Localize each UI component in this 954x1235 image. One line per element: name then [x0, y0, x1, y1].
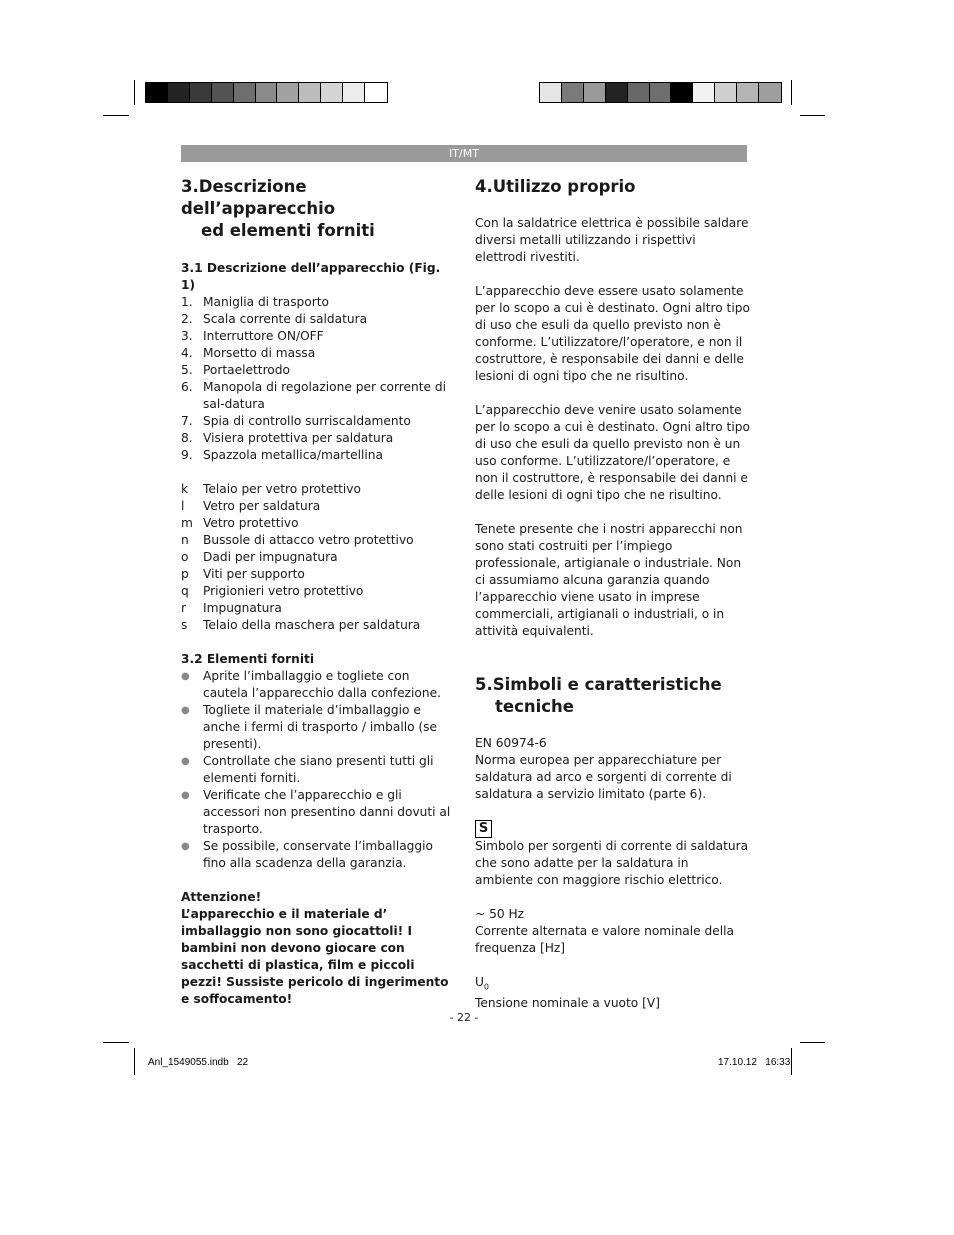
paragraph: Tenete presente che i nostri apparecchi non sono stati costruiti per l’impiego professionale, artigianale o industriale. Non ci assumiamo alcuna garanzia quando l’apparecchio viene usato in imprese commerciali, artigianali o industriali, o in attività equivalenti.	[475, 522, 743, 638]
bullet-item	[181, 787, 453, 838]
section-4-title: 4.Utilizzo proprio	[475, 177, 636, 196]
list-item-number: n	[181, 533, 189, 547]
list-item-number: 6.	[181, 380, 193, 394]
list-item	[181, 600, 453, 617]
print-date: 17.10.12 16:33	[718, 1057, 791, 1068]
list-item	[181, 430, 453, 447]
list-item-text: Scala corrente di saldatura	[203, 312, 368, 326]
color-swatch	[146, 83, 168, 102]
color-calibration-bar-right	[539, 82, 782, 103]
list-item	[181, 294, 453, 311]
list-item	[181, 549, 453, 566]
list-item-number: p	[181, 567, 189, 581]
list-item	[181, 328, 453, 345]
bullet-icon: ●	[181, 841, 190, 852]
right-column	[475, 176, 750, 1012]
language-header: IT/MT	[181, 145, 747, 162]
color-swatch	[234, 83, 256, 102]
bullet-text: Aprite l’imballaggio e togliete con cautela l’apparecchio dalla confezione.	[203, 669, 441, 700]
bullet-item	[181, 753, 453, 787]
list-item-number: 5.	[181, 363, 193, 377]
list-item	[181, 617, 453, 634]
list-item-number: m	[181, 516, 193, 530]
crop-mark	[134, 1048, 135, 1075]
list-item	[181, 413, 453, 430]
list-item-text: Visiera protettiva per saldatura	[203, 431, 394, 445]
bullet-item	[181, 668, 453, 702]
bullet-icon: ●	[181, 756, 190, 767]
list-item-text: Vetro protettivo	[203, 516, 299, 530]
list-item	[181, 566, 453, 583]
list-item-number: r	[181, 601, 187, 615]
list-item-number: 4.	[181, 346, 193, 360]
list-item-text: Interruttore ON/OFF	[203, 329, 324, 343]
list-item-text: Impugnatura	[203, 601, 282, 615]
crop-mark	[103, 115, 129, 116]
crop-mark	[800, 115, 825, 116]
norm-code: EN 60974-6	[475, 736, 547, 750]
color-swatch	[759, 83, 781, 102]
color-swatch	[190, 83, 212, 102]
color-swatch	[299, 83, 321, 102]
frequency-symbol: ~ 50 Hz	[475, 907, 525, 921]
s-symbol-icon: S	[475, 820, 492, 838]
voltage-description: Tensione nominale a vuoto [V]	[475, 996, 660, 1011]
list-item-number: 8.	[181, 431, 193, 445]
list-item	[181, 481, 453, 498]
voltage-symbol: $U_0$	[475, 975, 490, 992]
list-item-number: o	[181, 550, 189, 564]
crop-mark	[791, 1048, 792, 1075]
list-item-text: Manopola di regolazione per corrente di sal-datura	[203, 380, 447, 411]
color-swatch	[365, 83, 387, 102]
bullet-text: Controllate che siano presenti tutti gli elementi forniti.	[203, 754, 434, 785]
list-item-text: Viti per supporto	[203, 567, 305, 581]
color-swatch	[540, 83, 562, 102]
warning-text: L’apparecchio e il materiale d’ imballaggio non sono giocattoli! I bambini non devono giocare con sacchetti di plastica, film e piccoli pezzi! Sussiste pericolo di ingerimento e soffocamento!	[181, 907, 449, 1006]
section-3-title: 3.Descrizione dell’apparecchio ed elementi forniti	[181, 177, 375, 240]
list-item-text: Prigionieri vetro protettivo	[203, 584, 364, 598]
list-item-text: Dadi per impugnatura	[203, 550, 338, 564]
norm-description: Norma europea per apparecchiature per saldatura ad arco e sorgenti di corrente di saldatura a servizio limitato (parte 6).	[475, 753, 732, 801]
color-swatch	[212, 83, 234, 102]
crop-mark	[103, 1042, 129, 1043]
list-item-number: q	[181, 584, 189, 598]
list-item-number: 3.	[181, 329, 193, 343]
list-item	[181, 447, 453, 464]
section-4-body	[475, 215, 750, 640]
list-item-number: 2.	[181, 312, 193, 326]
bullet-text: Se possibile, conservate l’imballaggio fino alla scadenza della garanzia.	[203, 839, 433, 870]
bullet-text: Togliete il materiale d’imballaggio e anche i fermi di trasporto / imballo (se presenti).	[203, 703, 438, 751]
bullet-item	[181, 702, 453, 753]
paragraph: L’apparecchio deve venire usato solamente per lo scopo a cui è destinato. Ogni altro tipo di uso che esuli da quello previsto non è un uso conforme. L’utilizzatore/l’operatore, e non il costruttore, è responsabile dei danni e delle lesioni di ogni tipo che ne risultino.	[475, 403, 750, 502]
list-item-text: Telaio della maschera per saldatura	[203, 618, 421, 632]
list-item-text: Spia di controllo surriscaldamento	[203, 414, 411, 428]
list-item-number: 1.	[181, 295, 193, 309]
list-item-text: Telaio per vetro protettivo	[203, 482, 361, 496]
subsection-3-2-heading: 3.2 Elementi forniti	[181, 652, 315, 666]
list-item-text: Morsetto di massa	[203, 346, 316, 360]
list-item	[181, 362, 453, 379]
paragraph: L’apparecchio deve essere usato solamente per lo scopo a cui è destinato. Ogni altro tipo di uso che esuli da quello previsto non è conforme. L’utilizzatore/l’operatore, e non il costruttore, è responsabile dei danni e delle lesioni di ogni tipo che ne risultino.	[475, 284, 750, 383]
bullet-icon: ●	[181, 705, 190, 716]
supplied-items-list	[181, 668, 453, 872]
list-item-text: Vetro per saldatura	[203, 499, 321, 513]
list-item-number: k	[181, 482, 189, 496]
color-swatch	[650, 83, 672, 102]
list-item-number: s	[181, 618, 188, 632]
bullet-icon: ●	[181, 671, 190, 682]
subsection-3-1-heading: 3.1 Descrizione dell’apparecchio (Fig. 1)	[181, 261, 441, 292]
color-swatch	[671, 83, 693, 102]
crop-mark	[791, 80, 792, 105]
color-swatch	[606, 83, 628, 102]
frequency-description: Corrente alternata e valore nominale della frequenza [Hz]	[475, 924, 734, 955]
list-item-text: Maniglia di trasporto	[203, 295, 329, 309]
list-item	[181, 532, 453, 549]
warning-title: Attenzione!	[181, 890, 262, 904]
list-item	[181, 379, 453, 413]
crop-mark	[134, 80, 135, 105]
color-calibration-bar-left	[145, 82, 388, 103]
color-swatch	[321, 83, 343, 102]
component-list-letters	[181, 481, 453, 634]
list-item	[181, 498, 453, 515]
list-item	[181, 311, 453, 328]
color-swatch	[715, 83, 737, 102]
bullet-text: Verificate che l’apparecchio e gli accessori non presentino danni dovuti al trasporto.	[203, 788, 451, 836]
color-swatch	[737, 83, 759, 102]
list-item-text: Portaelettrodo	[203, 363, 290, 377]
color-swatch	[562, 83, 584, 102]
color-swatch	[277, 83, 299, 102]
list-item-number: l	[181, 499, 185, 513]
list-item-number: 7.	[181, 414, 193, 428]
left-column	[181, 176, 453, 1008]
color-swatch	[693, 83, 715, 102]
color-swatch	[584, 83, 606, 102]
color-swatch	[256, 83, 278, 102]
bullet-item	[181, 838, 453, 872]
file-name: Anl_1549055.indb 22	[148, 1057, 249, 1068]
bullet-icon: ●	[181, 790, 190, 801]
color-swatch	[343, 83, 365, 102]
list-item	[181, 345, 453, 362]
crop-mark	[800, 1042, 825, 1043]
list-item-text: Spazzola metallica/martellina	[203, 448, 383, 462]
s-symbol-description: Simbolo per sorgenti di corrente di saldatura che sono adatte per la saldatura in ambiente con maggiore rischio elettrico.	[475, 839, 749, 887]
list-item-text: Bussole di attacco vetro protettivo	[203, 533, 414, 547]
section-5-title: 5.Simboli e caratteristiche tecniche	[475, 675, 722, 716]
list-item	[181, 515, 453, 532]
color-swatch	[628, 83, 650, 102]
component-list	[181, 294, 453, 464]
color-swatch	[168, 83, 190, 102]
list-item-number: 9.	[181, 448, 193, 462]
page-number: - 22 -	[449, 1011, 479, 1024]
list-item	[181, 583, 453, 600]
paragraph: Con la saldatrice elettrica è possibile saldare diversi metalli utilizzando i rispettivi elettrodi rivestiti.	[475, 216, 749, 264]
